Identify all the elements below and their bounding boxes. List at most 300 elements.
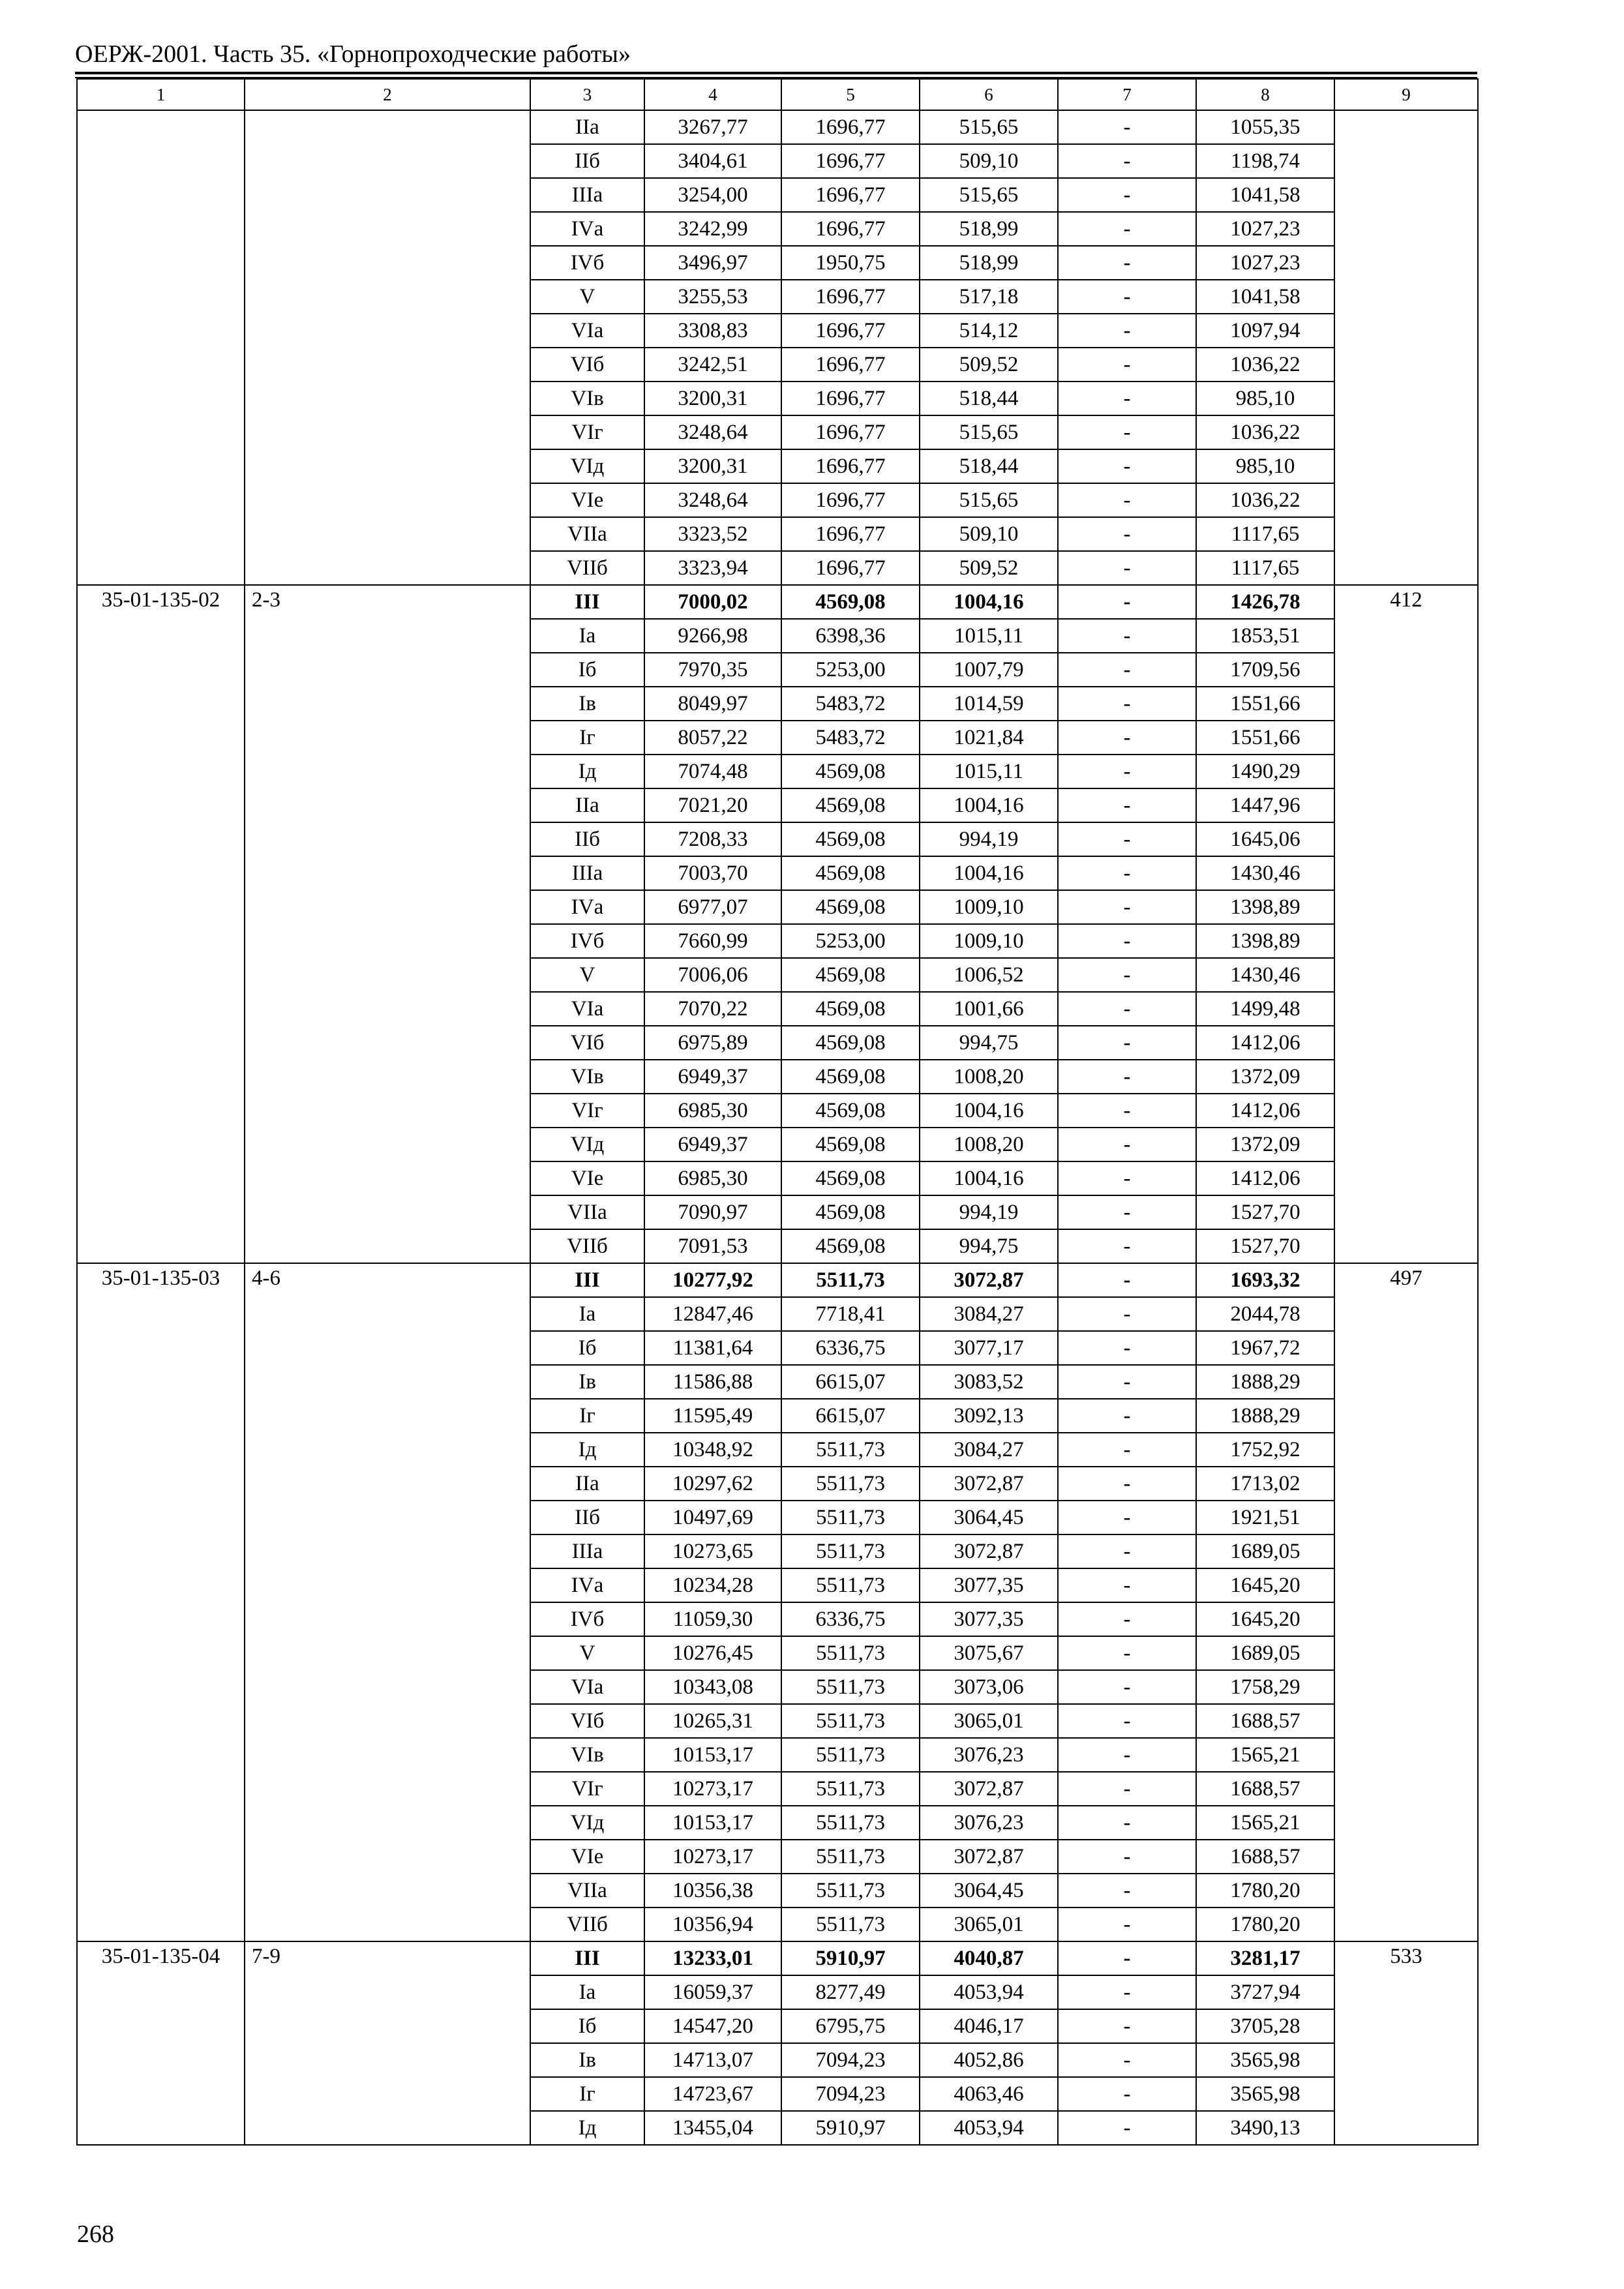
table-cell: 994,19 [920, 822, 1058, 856]
table-cell: - [1058, 1975, 1196, 2009]
table-cell: 5253,00 [781, 653, 920, 687]
table-cell: 3267,77 [644, 110, 781, 144]
table-cell: 1412,06 [1196, 1094, 1334, 1128]
table-cell: Iа [530, 1975, 644, 2009]
page-number: 268 [77, 2221, 114, 2248]
table-cell: 3076,23 [920, 1738, 1058, 1772]
table-cell: 5511,73 [781, 1534, 920, 1568]
table-cell: 3705,28 [1196, 2009, 1334, 2043]
table-cell: 5511,73 [781, 1636, 920, 1670]
table-cell: 4569,08 [781, 1026, 920, 1060]
table-cell: 1398,89 [1196, 890, 1334, 924]
column-number-4: 4 [644, 79, 781, 110]
table-cell: - [1058, 2009, 1196, 2043]
table-cell: 518,99 [920, 212, 1058, 246]
rate-code [77, 110, 245, 585]
table-cell: 5511,73 [781, 1908, 920, 1941]
table-cell: 1008,20 [920, 1060, 1058, 1094]
table-cell: 3065,01 [920, 1908, 1058, 1941]
table-cell: 3565,98 [1196, 2077, 1334, 2111]
table-cell: 13455,04 [644, 2111, 781, 2145]
table-cell: VIа [530, 992, 644, 1026]
table-cell: - [1058, 1806, 1196, 1840]
table-cell: 1696,77 [781, 382, 920, 415]
table-cell: - [1058, 1670, 1196, 1704]
table-cell: 5511,73 [781, 1467, 920, 1501]
table-cell: 1447,96 [1196, 788, 1334, 822]
table-cell: 7021,20 [644, 788, 781, 822]
table-cell: Iа [530, 1297, 644, 1331]
table-cell: 7970,35 [644, 653, 781, 687]
table-cell: - [1058, 1060, 1196, 1094]
table-cell: 1027,23 [1196, 212, 1334, 246]
table-cell: IIб [530, 1501, 644, 1534]
table-cell: 3064,45 [920, 1501, 1058, 1534]
table-cell: - [1058, 1161, 1196, 1195]
table-cell: IIа [530, 110, 644, 144]
table-cell: 1398,89 [1196, 924, 1334, 958]
table-cell: 7208,33 [644, 822, 781, 856]
table-cell: Iв [530, 1365, 644, 1399]
table-cell: 1055,35 [1196, 110, 1334, 144]
table-cell: 3092,13 [920, 1399, 1058, 1433]
table-cell: 3072,87 [920, 1467, 1058, 1501]
summary-cell: 3072,87 [920, 1263, 1058, 1297]
table-cell: Iб [530, 2009, 644, 2043]
table-cell: 9266,98 [644, 619, 781, 653]
table-cell: - [1058, 856, 1196, 890]
table-cell: 1499,48 [1196, 992, 1334, 1026]
rate-range: 2-3 [245, 585, 530, 1263]
table-cell: 994,75 [920, 1026, 1058, 1060]
table-cell: - [1058, 1399, 1196, 1433]
table-cell: VIб [530, 1704, 644, 1738]
summary-cell: III [530, 1941, 644, 1975]
table-cell: Iв [530, 2043, 644, 2077]
table-cell: 8057,22 [644, 721, 781, 755]
table-cell: 1198,74 [1196, 144, 1334, 178]
table-cell: Iд [530, 1433, 644, 1467]
table-cell: 1780,20 [1196, 1908, 1334, 1941]
table-cell: - [1058, 483, 1196, 517]
table-cell: VIIб [530, 1229, 644, 1263]
table-cell: 11381,64 [644, 1331, 781, 1365]
table-cell: 509,52 [920, 348, 1058, 382]
table-cell: 14723,67 [644, 2077, 781, 2111]
table-cell: 10356,38 [644, 1874, 781, 1908]
table-cell: 1041,58 [1196, 280, 1334, 314]
table-cell: 3077,35 [920, 1568, 1058, 1602]
table-cell: 4053,94 [920, 1975, 1058, 2009]
table-cell: 14713,07 [644, 2043, 781, 2077]
table-cell: - [1058, 890, 1196, 924]
summary-cell: 5910,97 [781, 1941, 920, 1975]
table-cell: VIв [530, 1738, 644, 1772]
table-cell: - [1058, 822, 1196, 856]
table-cell: 3254,00 [644, 178, 781, 212]
summary-row [77, 1941, 1478, 1975]
table-cell: 1565,21 [1196, 1738, 1334, 1772]
table-cell: 5511,73 [781, 1738, 920, 1772]
table-cell: VIг [530, 1094, 644, 1128]
table-cell: 985,10 [1196, 382, 1334, 415]
table-cell: 10234,28 [644, 1568, 781, 1602]
table-cell: 515,65 [920, 178, 1058, 212]
summary-cell: III [530, 1263, 644, 1297]
table-cell: - [1058, 1094, 1196, 1128]
table-cell: 5511,73 [781, 1772, 920, 1806]
table-cell: 6985,30 [644, 1094, 781, 1128]
table-cell: 1645,20 [1196, 1602, 1334, 1636]
table-cell: 3248,64 [644, 483, 781, 517]
table-cell: 1696,77 [781, 178, 920, 212]
header-rule-thick [75, 72, 1477, 74]
table-cell: 2044,78 [1196, 1297, 1334, 1331]
table-cell: - [1058, 619, 1196, 653]
table-cell: 4569,08 [781, 1195, 920, 1229]
summary-cell: 3281,17 [1196, 1941, 1334, 1975]
table-cell: 7090,97 [644, 1195, 781, 1229]
table-cell: Iб [530, 653, 644, 687]
column-number-2: 2 [245, 79, 530, 110]
table-cell: 1014,59 [920, 687, 1058, 721]
table-cell: - [1058, 958, 1196, 992]
table-cell: VIд [530, 1806, 644, 1840]
table-cell: - [1058, 1229, 1196, 1263]
table-cell: - [1058, 1433, 1196, 1467]
table-cell: IVа [530, 1568, 644, 1602]
table-cell: 4053,94 [920, 2111, 1058, 2145]
table-cell: 10265,31 [644, 1704, 781, 1738]
summary-cell: 4569,08 [781, 585, 920, 619]
table-cell: - [1058, 110, 1196, 144]
table-cell: 1696,77 [781, 517, 920, 551]
table-cell: - [1058, 1128, 1196, 1161]
group-note: 497 [1334, 1263, 1478, 1941]
table-cell: 1006,52 [920, 958, 1058, 992]
summary-cell: - [1058, 585, 1196, 619]
table-cell: 12847,46 [644, 1297, 781, 1331]
table-cell: 3065,01 [920, 1704, 1058, 1738]
table-cell: IVб [530, 246, 644, 280]
table-cell: 5511,73 [781, 1704, 920, 1738]
table-cell: 16059,37 [644, 1975, 781, 2009]
summary-cell: - [1058, 1941, 1196, 1975]
table-cell: 10348,92 [644, 1433, 781, 1467]
column-number-row [77, 79, 1478, 110]
table-cell: - [1058, 449, 1196, 483]
table-cell: 515,65 [920, 415, 1058, 449]
table-cell: 1780,20 [1196, 1874, 1334, 1908]
table-cell: 3077,35 [920, 1602, 1058, 1636]
table-cell: - [1058, 1874, 1196, 1908]
table-cell: 1967,72 [1196, 1331, 1334, 1365]
table-cell: 1696,77 [781, 212, 920, 246]
table-cell: 3064,45 [920, 1874, 1058, 1908]
table-cell: - [1058, 1772, 1196, 1806]
table-cell: - [1058, 1636, 1196, 1670]
table-cell: IIб [530, 822, 644, 856]
table-cell: 6977,07 [644, 890, 781, 924]
table-cell: 1117,65 [1196, 551, 1334, 585]
rate-code: 35-01-135-02 [77, 585, 245, 1263]
column-number-1: 1 [77, 79, 245, 110]
table-cell: - [1058, 517, 1196, 551]
table-cell: 8049,97 [644, 687, 781, 721]
table-cell: 1888,29 [1196, 1399, 1334, 1433]
summary-row [77, 1263, 1478, 1297]
table-cell: 1645,06 [1196, 822, 1334, 856]
table-cell: V [530, 1636, 644, 1670]
summary-row [77, 585, 1478, 619]
table-cell: 5910,97 [781, 2111, 920, 2145]
table-cell: 6975,89 [644, 1026, 781, 1060]
table-cell: 3404,61 [644, 144, 781, 178]
table-cell: IIа [530, 1467, 644, 1501]
table-cell: 3077,17 [920, 1331, 1058, 1365]
table-cell: 4569,08 [781, 755, 920, 788]
table-cell: 3496,97 [644, 246, 781, 280]
table-cell: 3308,83 [644, 314, 781, 348]
table-cell: 4569,08 [781, 1161, 920, 1195]
table-cell: 4569,08 [781, 1094, 920, 1128]
table-cell: 1036,22 [1196, 415, 1334, 449]
table-cell: 1009,10 [920, 924, 1058, 958]
table-cell: 6615,07 [781, 1365, 920, 1399]
table-cell: 1696,77 [781, 280, 920, 314]
table-cell: - [1058, 415, 1196, 449]
table-cell: 6985,30 [644, 1161, 781, 1195]
table-cell: 6949,37 [644, 1060, 781, 1094]
table-cell: 514,12 [920, 314, 1058, 348]
table-cell: 10153,17 [644, 1738, 781, 1772]
table-cell: 1696,77 [781, 483, 920, 517]
table-cell: 1430,46 [1196, 958, 1334, 992]
table-cell: 518,44 [920, 449, 1058, 483]
table-cell: VIд [530, 449, 644, 483]
table-cell: 6949,37 [644, 1128, 781, 1161]
table-cell: 4569,08 [781, 992, 920, 1026]
table-cell: 1036,22 [1196, 348, 1334, 382]
table-cell: 3248,64 [644, 415, 781, 449]
table-cell: 7091,53 [644, 1229, 781, 1263]
table-cell: VIд [530, 1128, 644, 1161]
table-cell: 518,44 [920, 382, 1058, 415]
table-cell: 1015,11 [920, 755, 1058, 788]
group-note [1334, 110, 1478, 585]
table-cell: 7074,48 [644, 755, 781, 788]
table-cell: 6795,75 [781, 2009, 920, 2043]
table-cell: 10273,17 [644, 1772, 781, 1806]
table-cell: 3255,53 [644, 280, 781, 314]
table-cell: 3200,31 [644, 382, 781, 415]
table-cell: 4569,08 [781, 1128, 920, 1161]
summary-cell: 1693,32 [1196, 1263, 1334, 1297]
table-cell: 7070,22 [644, 992, 781, 1026]
column-number-8: 8 [1196, 79, 1334, 110]
table-cell: - [1058, 653, 1196, 687]
table-cell: - [1058, 1195, 1196, 1229]
table-cell: 3072,87 [920, 1840, 1058, 1874]
table-cell: - [1058, 348, 1196, 382]
table-cell: Iг [530, 2077, 644, 2111]
summary-cell: 7000,02 [644, 585, 781, 619]
table-cell: IVа [530, 212, 644, 246]
table-cell: 3072,87 [920, 1534, 1058, 1568]
group-note: 533 [1334, 1941, 1478, 2145]
table-cell: 1551,66 [1196, 687, 1334, 721]
table-cell: VIб [530, 1026, 644, 1060]
table-cell: 5253,00 [781, 924, 920, 958]
table-cell: 10356,94 [644, 1908, 781, 1941]
table-cell: 3323,52 [644, 517, 781, 551]
table-cell: 4569,08 [781, 856, 920, 890]
table-cell: 1888,29 [1196, 1365, 1334, 1399]
table-cell: 1709,56 [1196, 653, 1334, 687]
table-cell: - [1058, 788, 1196, 822]
group-note: 412 [1334, 585, 1478, 1263]
table-cell: - [1058, 1297, 1196, 1331]
summary-cell: 10277,92 [644, 1263, 781, 1297]
table-cell: 509,52 [920, 551, 1058, 585]
table-cell: 1921,51 [1196, 1501, 1334, 1534]
table-cell: VIв [530, 1060, 644, 1094]
table-cell: VIб [530, 348, 644, 382]
summary-cell: 4040,87 [920, 1941, 1058, 1975]
rate-code: 35-01-135-03 [77, 1263, 245, 1941]
table-cell: 1117,65 [1196, 517, 1334, 551]
table-cell: 1689,05 [1196, 1636, 1334, 1670]
table-cell: - [1058, 1704, 1196, 1738]
table-cell: 1027,23 [1196, 246, 1334, 280]
table-cell: IIа [530, 788, 644, 822]
table-cell: 1688,57 [1196, 1772, 1334, 1806]
table-cell: VIв [530, 382, 644, 415]
table-cell: 1041,58 [1196, 178, 1334, 212]
table-cell: 5511,73 [781, 1806, 920, 1840]
table-cell: IIIа [530, 856, 644, 890]
table-cell: 985,10 [1196, 449, 1334, 483]
table-cell: VIIа [530, 1874, 644, 1908]
table-cell: 8277,49 [781, 1975, 920, 2009]
table-cell: IVа [530, 890, 644, 924]
table-cell: 6336,75 [781, 1331, 920, 1365]
table-cell: Iд [530, 755, 644, 788]
table-cell: 1372,09 [1196, 1060, 1334, 1094]
rate-range: 4-6 [245, 1263, 530, 1941]
table-cell: - [1058, 280, 1196, 314]
table-cell: 4569,08 [781, 958, 920, 992]
table-cell: 4569,08 [781, 1229, 920, 1263]
table-cell: - [1058, 1534, 1196, 1568]
table-cell: - [1058, 2077, 1196, 2111]
table-cell: - [1058, 1568, 1196, 1602]
table-cell: 3084,27 [920, 1297, 1058, 1331]
table-cell: 7094,23 [781, 2077, 920, 2111]
table-cell: 1696,77 [781, 314, 920, 348]
table-cell: 3075,67 [920, 1636, 1058, 1670]
summary-cell: - [1058, 1263, 1196, 1297]
table-cell: 1372,09 [1196, 1128, 1334, 1161]
table-cell: VIе [530, 1161, 644, 1195]
table-cell: 1551,66 [1196, 721, 1334, 755]
table-cell: 7094,23 [781, 2043, 920, 2077]
table-cell: 1713,02 [1196, 1467, 1334, 1501]
column-number-5: 5 [781, 79, 920, 110]
table-cell: VIIб [530, 1908, 644, 1941]
table-cell: 10276,45 [644, 1636, 781, 1670]
table-cell: 4063,46 [920, 2077, 1058, 2111]
table-cell: VIа [530, 1670, 644, 1704]
table-cell: 1004,16 [920, 856, 1058, 890]
table-cell: 1004,16 [920, 1161, 1058, 1195]
table-cell: IVб [530, 924, 644, 958]
table-cell: 1015,11 [920, 619, 1058, 653]
summary-cell: 1004,16 [920, 585, 1058, 619]
table-cell: 5511,73 [781, 1501, 920, 1534]
table-cell: 509,10 [920, 517, 1058, 551]
table-cell: - [1058, 1365, 1196, 1399]
table-cell: 1009,10 [920, 890, 1058, 924]
table-cell: 4569,08 [781, 788, 920, 822]
table-cell: 509,10 [920, 144, 1058, 178]
rate-range [245, 110, 530, 585]
table-cell: IIб [530, 144, 644, 178]
table-cell: - [1058, 721, 1196, 755]
table-cell: 994,19 [920, 1195, 1058, 1229]
table-cell: VIе [530, 483, 644, 517]
table-cell: 10153,17 [644, 1806, 781, 1840]
table-cell: - [1058, 2043, 1196, 2077]
table-cell: VIа [530, 314, 644, 348]
table-cell: 518,99 [920, 246, 1058, 280]
table-cell: 1696,77 [781, 348, 920, 382]
column-number-7: 7 [1058, 79, 1196, 110]
table-cell: IVб [530, 1602, 644, 1636]
table-cell: 1021,84 [920, 721, 1058, 755]
table-cell: - [1058, 382, 1196, 415]
table-cell: 3490,13 [1196, 2111, 1334, 2145]
table-cell: 1565,21 [1196, 1806, 1334, 1840]
table-cell: 5511,73 [781, 1568, 920, 1602]
rates-table [76, 78, 1479, 2146]
table-cell: 1696,77 [781, 551, 920, 585]
table-cell: Iа [530, 619, 644, 653]
table-cell: 3072,87 [920, 1772, 1058, 1806]
table-cell: 1696,77 [781, 415, 920, 449]
table-cell: 3076,23 [920, 1806, 1058, 1840]
table-cell: - [1058, 144, 1196, 178]
table-cell: - [1058, 1908, 1196, 1941]
table-cell: 1950,75 [781, 246, 920, 280]
table-cell: 6615,07 [781, 1399, 920, 1433]
table-cell: 517,18 [920, 280, 1058, 314]
table-cell: 10297,62 [644, 1467, 781, 1501]
table-cell: 1527,70 [1196, 1195, 1334, 1229]
table-cell: 5483,72 [781, 721, 920, 755]
table-cell: VIIа [530, 1195, 644, 1229]
table-cell: - [1058, 314, 1196, 348]
table-cell: - [1058, 551, 1196, 585]
table-cell: 6336,75 [781, 1602, 920, 1636]
table-cell: 1097,94 [1196, 314, 1334, 348]
table-cell: 1688,57 [1196, 1704, 1334, 1738]
summary-cell: 5511,73 [781, 1263, 920, 1297]
table-cell: 1752,92 [1196, 1433, 1334, 1467]
table-cell: 1008,20 [920, 1128, 1058, 1161]
table-cell: - [1058, 687, 1196, 721]
table-cell: Iв [530, 687, 644, 721]
